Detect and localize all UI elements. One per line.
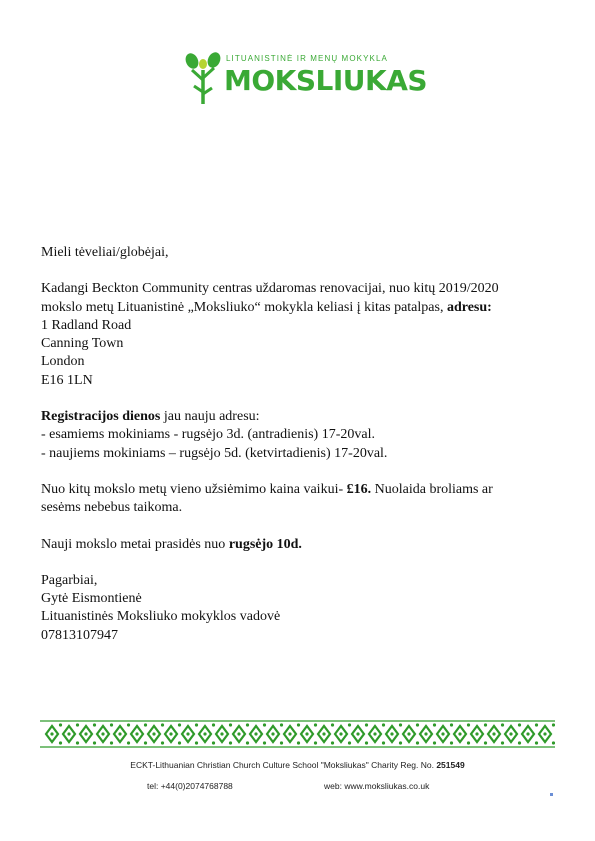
charity-text: ECKT-Lithuanian Christian Church Culture School "Moksliukas" Charity Reg. No. [130,760,437,770]
corner-mark [550,793,553,796]
registration-text: jau nauju adresu: [160,409,260,425]
greeting: Mieli tėveliai/globėjai, [41,245,169,260]
signer-name: Gytė Eismontienė [41,591,142,607]
start-text: Nauji mokslo metai prasidės nuo [41,536,229,552]
registration-item: - naujiems mokiniams – rugsėjo 5d. (ketvirtadienis) 17-20val. [41,445,388,461]
address-line: E16 1LN [41,372,93,388]
paragraph-price [41,481,531,518]
logo-name: MOKSLIUKAS [224,64,428,97]
address-line: Canning Town [41,336,124,352]
letter-body [41,244,531,645]
discount-text: Nuolaida broliams ar sesėms nebebus taikoma. [41,481,493,516]
registration-item: - esamiems mokiniams - rugsėjo 3d. (antradienis) 17-20val. [41,427,375,443]
logo-subtitle: LITUANISTINĖ IR MENŲ MOKYKLA [226,54,388,63]
relocation-text: Kadangi Beckton Community centras uždaromas renovacijai, nuo kitų 2019/2020 mokslo metų Lituanistinė „Moksliuko“ mokykla keliasi į kitas patalpas, [41,281,499,315]
paragraph-start-date [41,536,531,554]
signer-phone: 07813107947 [41,627,118,643]
address-line: London [41,354,85,370]
footer-web[interactable]: web: www.moksliukas.co.uk [324,781,430,791]
price-value: £16. [346,481,372,497]
charity-number: 251549 [436,760,465,770]
signoff: Pagarbiai, [41,572,98,588]
footer-tel: tel: +44(0)2074768788 [147,781,233,791]
address-label: adresu: [446,299,492,315]
school-logo [184,50,428,106]
address-line: 1 Radland Road [41,317,132,333]
sprout-icon [184,50,222,106]
paragraph-relocation [41,280,531,317]
registration-heading [41,408,531,426]
price-text: Nuo kitų mokslo metų vieno užsiėmimo kaina vaikui- [41,481,347,497]
charity-info [0,760,595,770]
registration-label: Registracijos dienos [41,409,161,425]
decorative-border [40,718,555,750]
signer-role: Lituanistinės Moksliuko mokyklos vadovė [41,609,281,625]
start-date: rugsėjo 10d. [228,536,302,552]
